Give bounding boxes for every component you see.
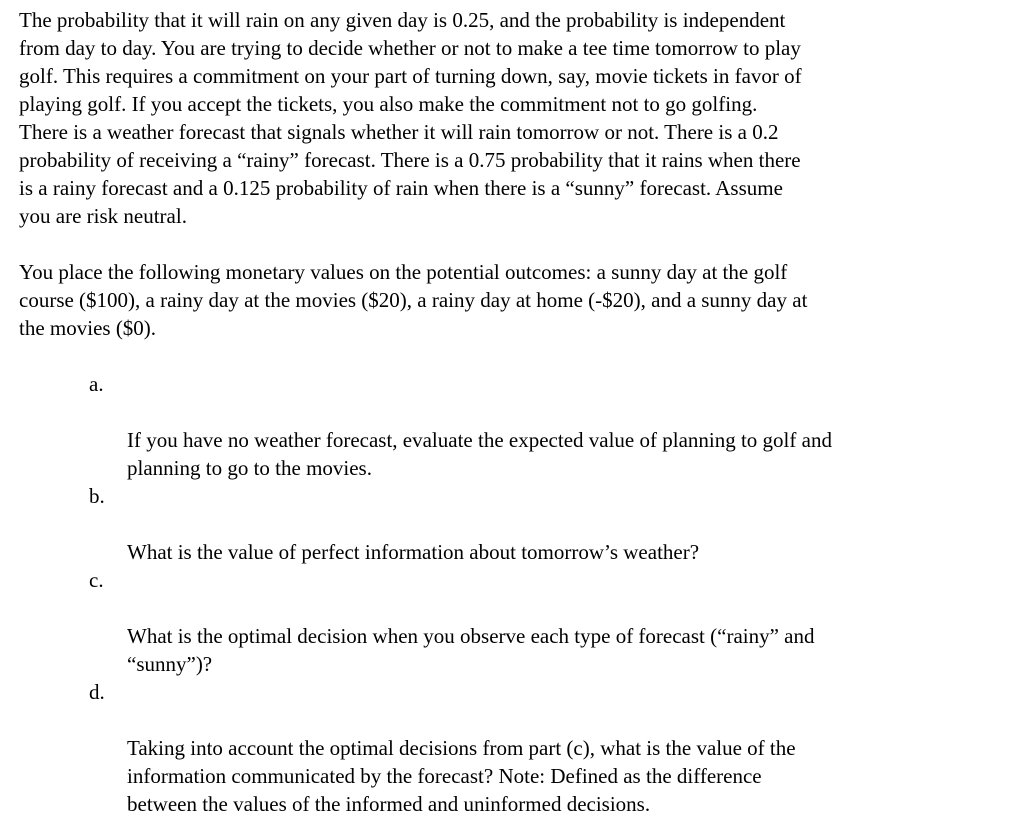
document-page bbox=[19, 6, 1019, 818]
question-marker: d. bbox=[89, 680, 105, 704]
question-d bbox=[19, 678, 1019, 818]
question-text: What is the optimal decision when you observe each type of forecast (“rainy” and “sunny”)? bbox=[127, 624, 815, 676]
question-text: Taking into account the optimal decisions from part (c), what is the value of the information communicated by the forecast? Note: Defined as the difference between the values of the informed and uninformed decisions. bbox=[127, 736, 796, 816]
question-b bbox=[19, 482, 1019, 566]
question-text: If you have no weather forecast, evaluate the expected value of planning to golf and planning to go to the movies. bbox=[127, 428, 832, 480]
question-a bbox=[19, 370, 1019, 482]
question-marker: a. bbox=[89, 372, 104, 396]
question-list bbox=[19, 370, 1019, 818]
question-marker: b. bbox=[89, 484, 105, 508]
monetary-values-paragraph: You place the following monetary values on the potential outcomes: a sunny day at the golf course ($100), a rainy day at the movies ($20), a rainy day at home (-$20), and a sunny day at the movies ($0). bbox=[19, 260, 808, 340]
question-text: What is the value of perfect information about tomorrow’s weather? bbox=[127, 540, 700, 564]
problem-statement-paragraph: The probability that it will rain on any given day is 0.25, and the probability is independent from day to day. You are trying to decide whether or not to make a tee time tomorrow to play golf. This requires a commitment on your part of turning down, say, movie tickets in favor of playing golf. If you accept the tickets, you also make the commitment not to go golfing. There is a weather forecast that signals whether it will rain tomorrow or not. There is a 0.2 probability of receiving a “rainy” forecast. There is a 0.75 probability that it rains when there is a rainy forecast and a 0.125 probability of rain when there is a “sunny” forecast. Assume you are risk neutral. bbox=[19, 8, 802, 228]
question-marker: c. bbox=[89, 568, 104, 592]
question-c bbox=[19, 566, 1019, 678]
